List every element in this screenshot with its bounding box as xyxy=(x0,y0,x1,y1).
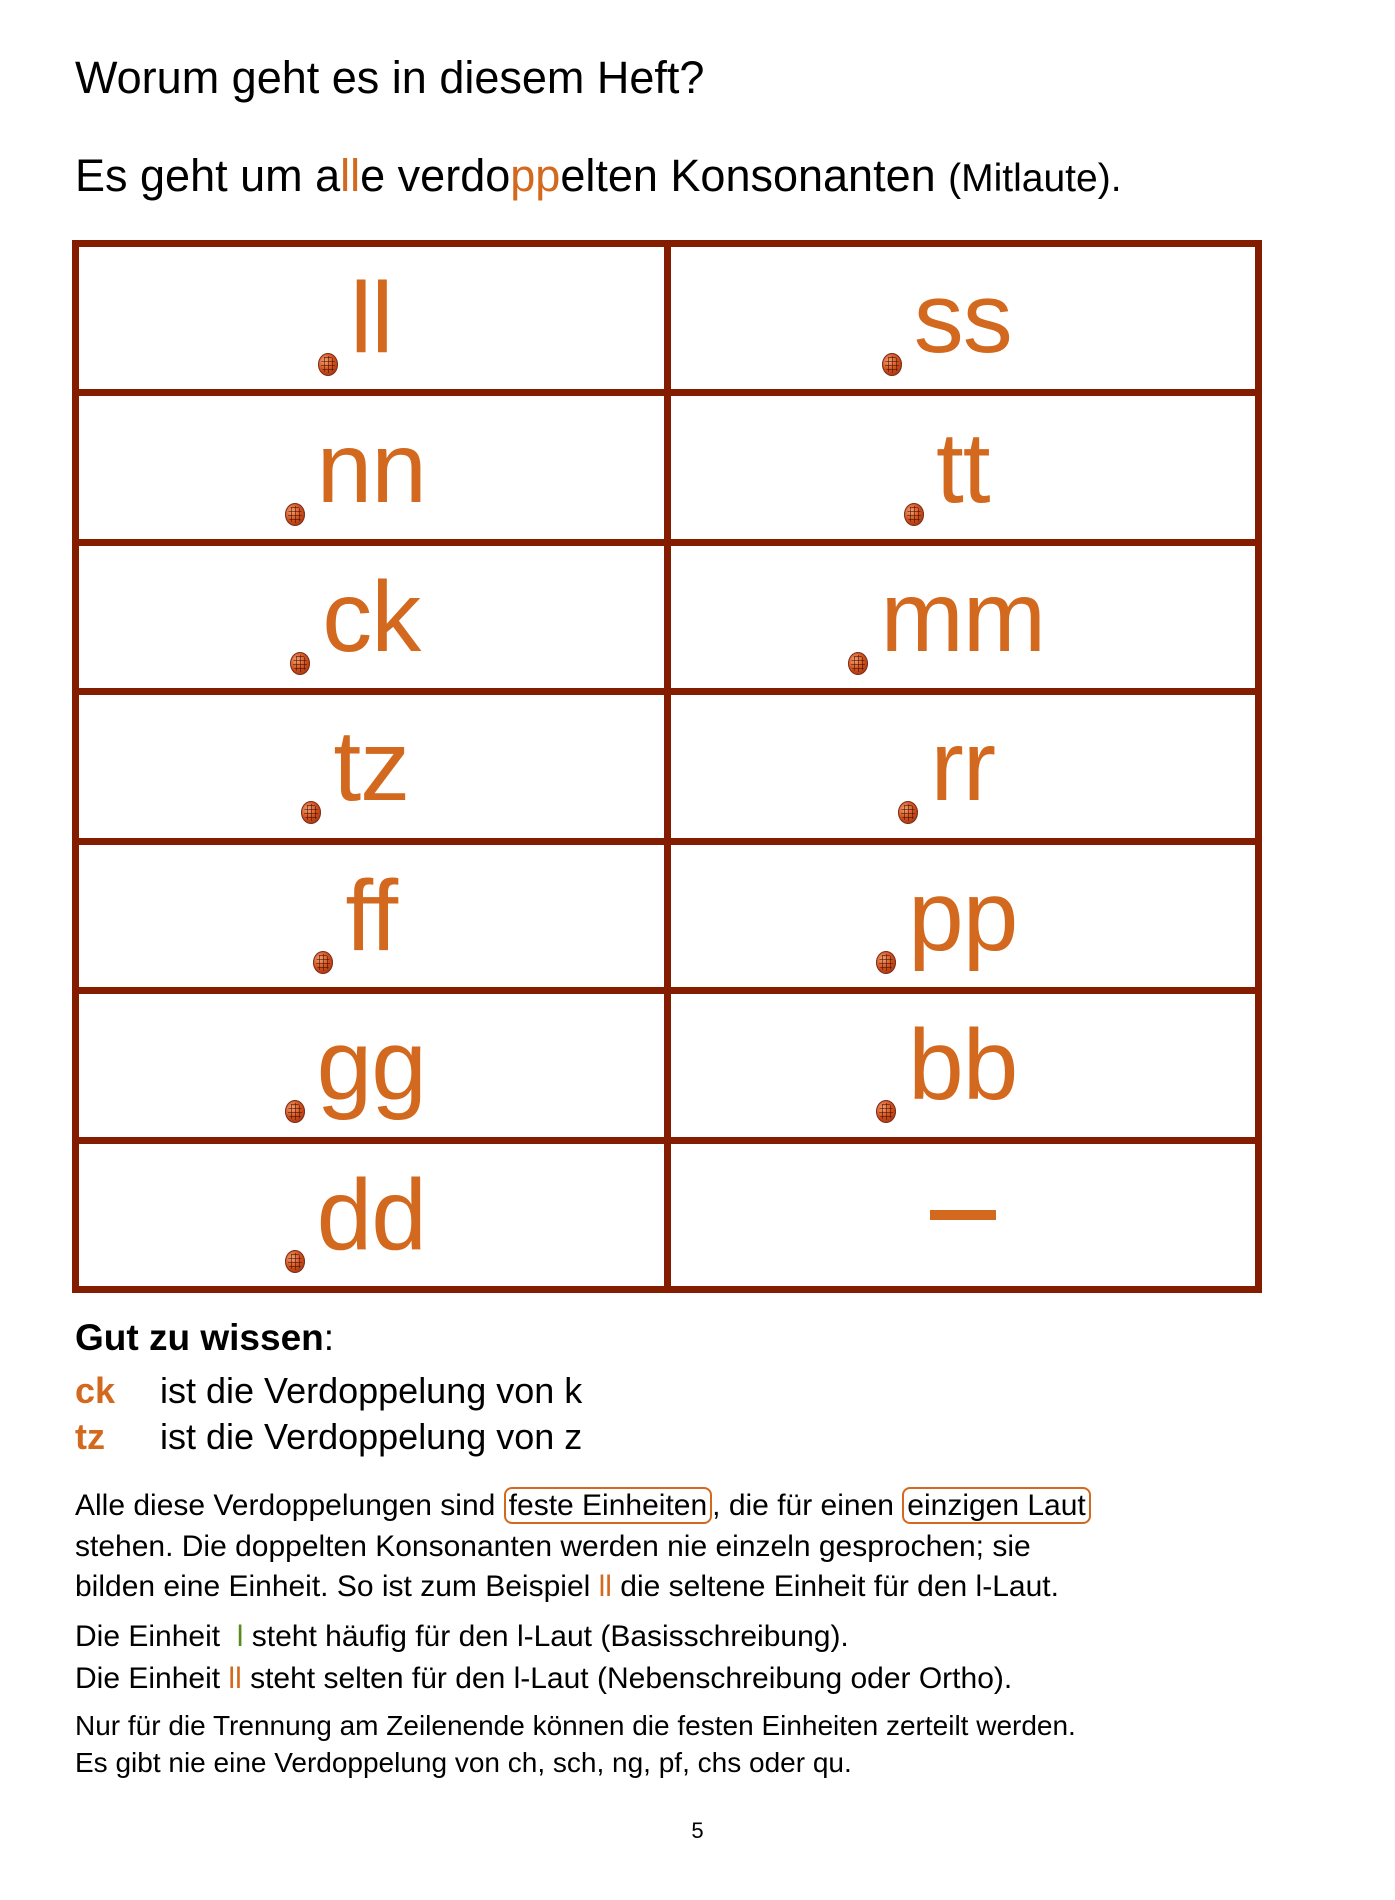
table-cell xyxy=(671,845,1256,987)
highlight-ll: ll xyxy=(598,1570,612,1603)
page-question-heading: Worum geht es in diesem Heft? xyxy=(75,52,705,103)
abbr-ck: ck xyxy=(75,1370,116,1411)
abbr-tz: tz xyxy=(75,1416,105,1457)
highlight-l: l xyxy=(236,1620,244,1653)
intro-sentence xyxy=(75,148,1122,207)
bullet-globe-icon xyxy=(876,1100,896,1123)
consonant-pair-text: bb xyxy=(908,1009,1018,1122)
bullet-globe-icon xyxy=(285,1100,305,1123)
good-to-know-label: Gut zu wissen xyxy=(75,1317,324,1358)
highlight-ll: ll xyxy=(228,1662,242,1695)
consonant-pair-text: ck xyxy=(322,561,421,674)
consonant-pair-text: dd xyxy=(316,1158,426,1271)
consonant-pair-text: ss xyxy=(913,262,1012,375)
note-line: Nur für die Trennung am Zeilenende können die festen Einheiten zerteilt werden. xyxy=(75,1710,1076,1741)
consonant-pair-text: tt xyxy=(935,411,990,524)
consonant-pair xyxy=(316,411,426,524)
intro-text: elten Konsonanten xyxy=(560,150,949,201)
consonant-pair xyxy=(880,561,1046,674)
highlight-pp: pp xyxy=(510,150,561,201)
boxed-term-einzigen-laut: einzigen Laut xyxy=(902,1487,1090,1524)
good-to-know-item xyxy=(75,1415,582,1459)
consonant-pair xyxy=(333,710,410,823)
table-cell xyxy=(671,247,1256,389)
good-to-know-item xyxy=(75,1369,582,1413)
consonant-pair xyxy=(930,710,996,823)
consonant-pair xyxy=(908,859,1018,972)
table-cell xyxy=(79,695,664,837)
good-to-know-title xyxy=(75,1315,334,1361)
intro-text: Es geht um a xyxy=(75,150,341,201)
text: die seltene Einheit für den l-Laut. xyxy=(611,1570,1059,1603)
consonant-pair-text: nn xyxy=(316,411,426,524)
item-text: ist die Verdoppelung von k xyxy=(160,1370,583,1411)
table-cell xyxy=(79,396,664,538)
consonant-pair xyxy=(935,411,990,524)
table-cell xyxy=(671,1144,1256,1286)
consonant-pair xyxy=(350,262,393,375)
table-cell xyxy=(79,1144,664,1286)
table-cell xyxy=(79,247,664,389)
note-line: Es gibt nie eine Verdoppelung von ch, sch, ng, pf, chs oder qu. xyxy=(75,1747,852,1778)
bullet-globe-icon xyxy=(882,353,902,376)
text: Die Einheit xyxy=(75,1662,229,1695)
colon: : xyxy=(323,1317,335,1358)
text: bilden eine Einheit. So ist zum Beispiel xyxy=(75,1570,599,1603)
table-cell xyxy=(671,994,1256,1136)
consonant-pair-text: ll xyxy=(350,262,393,375)
empty-dash xyxy=(930,1210,996,1220)
text: steht selten für den l-Laut (Nebenschreibung oder Ortho). xyxy=(241,1662,1013,1695)
bullet-globe-icon xyxy=(898,801,918,824)
table-cell xyxy=(79,546,664,688)
consonant-table xyxy=(72,240,1262,1293)
consonant-pair xyxy=(345,859,398,972)
intro-parenthetical: (Mitlaute). xyxy=(948,157,1122,200)
table-cell xyxy=(671,546,1256,688)
bullet-globe-icon xyxy=(301,801,321,824)
bullet-globe-icon xyxy=(318,353,338,376)
consonant-pair-text: pp xyxy=(908,859,1018,972)
unit-line xyxy=(75,1659,1012,1699)
consonant-pair xyxy=(316,1158,426,1271)
highlight-ll: ll xyxy=(340,150,361,201)
consonant-pair-text: mm xyxy=(880,561,1046,674)
boxed-term-feste-einheiten: feste Einheiten xyxy=(504,1487,712,1524)
page-number: 5 xyxy=(691,1818,704,1843)
text: , die für einen xyxy=(712,1489,903,1522)
text: Alle diese Verdoppelungen sind xyxy=(75,1489,504,1522)
intro-text: e verdo xyxy=(360,150,511,201)
item-text: ist die Verdoppelung von z xyxy=(160,1416,583,1457)
consonant-pair-text: gg xyxy=(316,1009,426,1122)
paragraph-line: stehen. Die doppelten Konsonanten werden nie einzeln gesprochen; sie xyxy=(75,1530,1031,1563)
consonant-pair xyxy=(322,561,421,674)
table-cell xyxy=(79,845,664,987)
table-cell xyxy=(79,994,664,1136)
consonant-pair xyxy=(316,1009,426,1122)
consonant-pair xyxy=(908,1009,1018,1122)
table-cell xyxy=(671,396,1256,538)
consonant-pair xyxy=(913,262,1012,375)
bullet-globe-icon xyxy=(904,503,924,526)
unit-line xyxy=(75,1617,849,1657)
table-cell xyxy=(671,695,1256,837)
bullet-globe-icon xyxy=(848,652,868,675)
consonant-pair-text: ff xyxy=(345,859,398,972)
bullet-globe-icon xyxy=(285,503,305,526)
bullet-globe-icon xyxy=(313,951,333,974)
text: steht häufig für den l-Laut (Basisschreibung). xyxy=(243,1620,849,1653)
bullet-globe-icon xyxy=(876,951,896,974)
text: Die Einheit xyxy=(75,1620,229,1653)
paragraph-line xyxy=(75,1486,1091,1526)
consonant-pair-text: tz xyxy=(333,710,410,823)
bullet-globe-icon xyxy=(285,1250,305,1273)
bullet-globe-icon xyxy=(290,652,310,675)
consonant-pair-text: rr xyxy=(930,710,996,823)
paragraph-line xyxy=(75,1567,1059,1607)
